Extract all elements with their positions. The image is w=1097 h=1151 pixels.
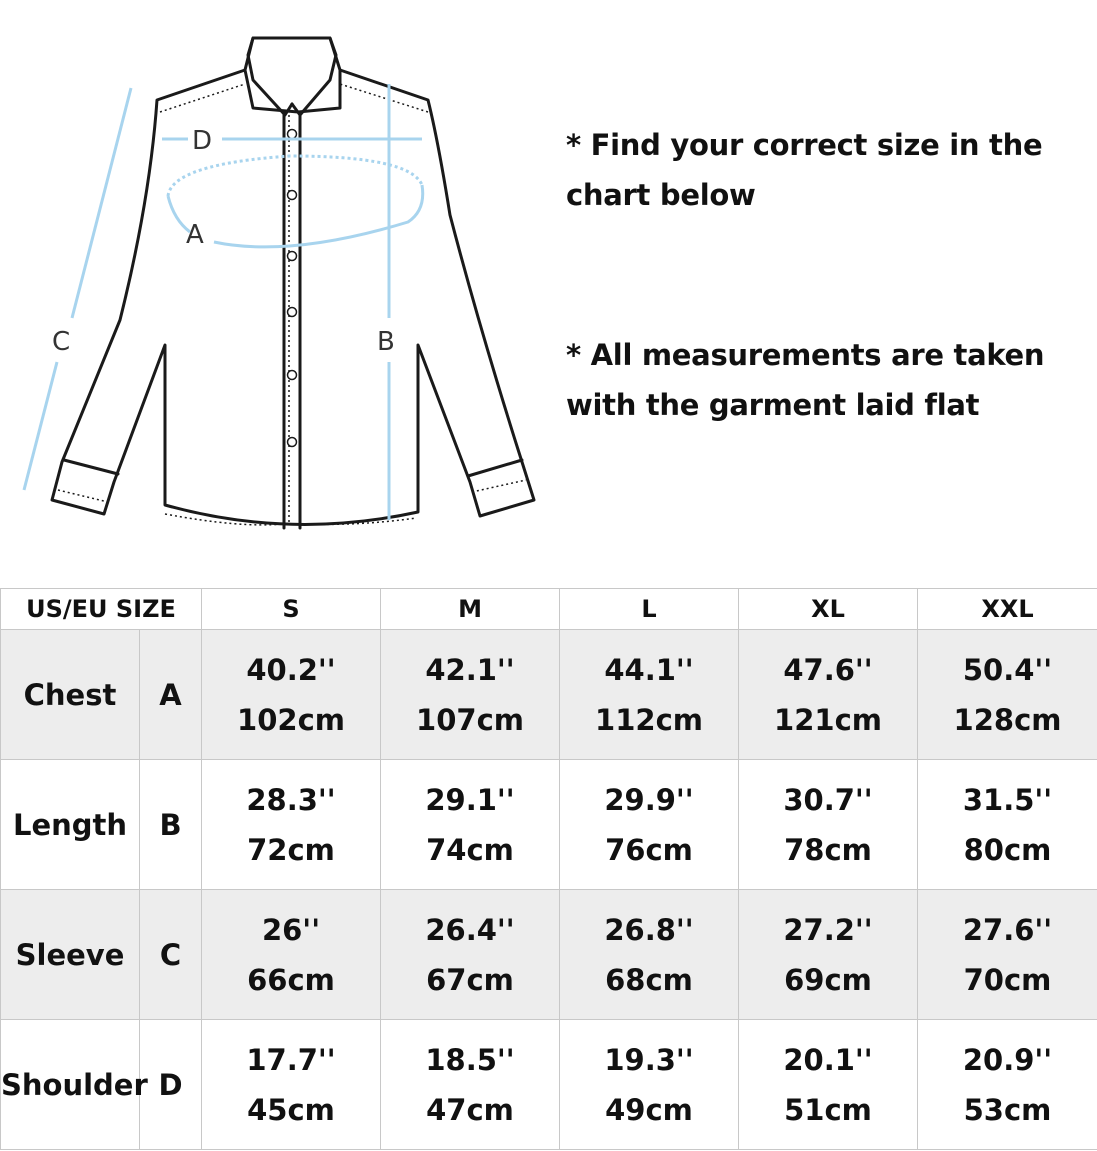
- value-inches: 40.2'': [246, 652, 336, 687]
- value-inches: 20.9'': [962, 1042, 1053, 1077]
- value-cm: 74cm: [426, 832, 514, 867]
- size-cell: [560, 1020, 739, 1150]
- value-inches: 18.5'': [425, 1042, 515, 1077]
- value-cm: 67cm: [426, 962, 514, 997]
- size-cell: [739, 890, 918, 1020]
- size-cell: [381, 890, 560, 1020]
- size-cell: [918, 1020, 1097, 1150]
- label-C: C: [52, 327, 71, 357]
- size-cell: [381, 630, 560, 760]
- size-header: L: [560, 589, 739, 630]
- value-inches: 44.1'': [604, 652, 694, 687]
- label-D: D: [192, 126, 213, 156]
- placket: [284, 112, 300, 528]
- size-header: XL: [739, 589, 918, 630]
- value-inches: 20.1'': [783, 1042, 873, 1077]
- guide-chest: [214, 185, 423, 247]
- table-row: [1, 890, 1097, 1020]
- shirt-diagram: [0, 0, 560, 560]
- value-cm: 80cm: [963, 832, 1052, 867]
- measurement-name: Shoulder: [1, 1020, 140, 1150]
- size-header: M: [381, 589, 560, 630]
- value-cm: 53cm: [963, 1092, 1052, 1127]
- guide-sleeve: [72, 88, 131, 318]
- note-find-size: * Find your correct size in the chart below: [566, 128, 1043, 212]
- size-cell: [202, 890, 381, 1020]
- value-inches: 19.3'': [604, 1042, 694, 1077]
- button-icon: [288, 438, 297, 447]
- value-inches: 31.5'': [962, 782, 1053, 817]
- value-cm: 47cm: [426, 1092, 514, 1127]
- size-cell: [918, 630, 1097, 760]
- measurement-code: A: [140, 630, 202, 760]
- value-inches: 26.4'': [425, 912, 515, 947]
- label-B: B: [377, 327, 395, 357]
- value-cm: 70cm: [963, 962, 1052, 997]
- value-inches: 50.4'': [962, 652, 1053, 687]
- value-cm: 128cm: [953, 702, 1062, 737]
- measurement-code: D: [140, 1020, 202, 1150]
- value-cm: 72cm: [247, 832, 335, 867]
- value-cm: 76cm: [605, 832, 693, 867]
- note-measurements: * All measurements are taken with the garment laid flat: [566, 338, 1045, 422]
- value-inches: 26.8'': [604, 912, 694, 947]
- table-row: [1, 1020, 1097, 1150]
- value-inches: 26'': [261, 912, 321, 947]
- value-cm: 69cm: [784, 962, 872, 997]
- size-header: XXL: [918, 589, 1097, 630]
- measurement-name: Chest: [1, 630, 140, 760]
- value-inches: 29.1'': [425, 782, 515, 817]
- size-cell: [560, 760, 739, 890]
- size-cell: [560, 890, 739, 1020]
- label-A: A: [186, 220, 204, 250]
- button-icon: [288, 130, 297, 139]
- value-inches: 47.6'': [783, 652, 873, 687]
- button-icon: [288, 191, 297, 200]
- value-cm: 49cm: [605, 1092, 693, 1127]
- value-inches: 30.7'': [783, 782, 873, 817]
- measurement-name: Sleeve: [1, 890, 140, 1020]
- size-cell: [739, 760, 918, 890]
- measurement-code: B: [140, 760, 202, 890]
- size-cell: [202, 1020, 381, 1150]
- value-cm: 121cm: [774, 702, 882, 737]
- value-inches: 28.3'': [246, 782, 336, 817]
- header-row: [1, 589, 1097, 630]
- size-cell: [918, 890, 1097, 1020]
- size-cell: [739, 1020, 918, 1150]
- measurement-code: C: [140, 890, 202, 1020]
- value-cm: 66cm: [247, 962, 335, 997]
- value-inches: 27.6'': [962, 912, 1053, 947]
- size-header: S: [202, 589, 381, 630]
- table-row: [1, 630, 1097, 760]
- value-cm: 112cm: [595, 702, 703, 737]
- table-row: [1, 760, 1097, 890]
- size-cell: [202, 760, 381, 890]
- value-cm: 51cm: [784, 1092, 872, 1127]
- value-cm: 78cm: [784, 832, 872, 867]
- size-cell: [202, 630, 381, 760]
- value-inches: 27.2'': [783, 912, 873, 947]
- collar: [245, 38, 340, 112]
- size-cell: [918, 760, 1097, 890]
- value-inches: 42.1'': [425, 652, 515, 687]
- size-table: [0, 588, 1097, 1150]
- header-size-label: US/EU SIZE: [1, 589, 202, 630]
- size-cell: [381, 1020, 560, 1150]
- value-cm: 107cm: [416, 702, 524, 737]
- button-icon: [288, 252, 297, 261]
- size-cell: [381, 760, 560, 890]
- measurement-name: Length: [1, 760, 140, 890]
- button-icon: [288, 308, 297, 317]
- buttons: [288, 130, 297, 447]
- size-cell: [739, 630, 918, 760]
- value-inches: 29.9'': [604, 782, 694, 817]
- button-icon: [288, 371, 297, 380]
- size-cell: [560, 630, 739, 760]
- value-cm: 68cm: [605, 962, 693, 997]
- value-cm: 45cm: [247, 1092, 335, 1127]
- value-inches: 17.7'': [246, 1042, 336, 1077]
- value-cm: 102cm: [237, 702, 345, 737]
